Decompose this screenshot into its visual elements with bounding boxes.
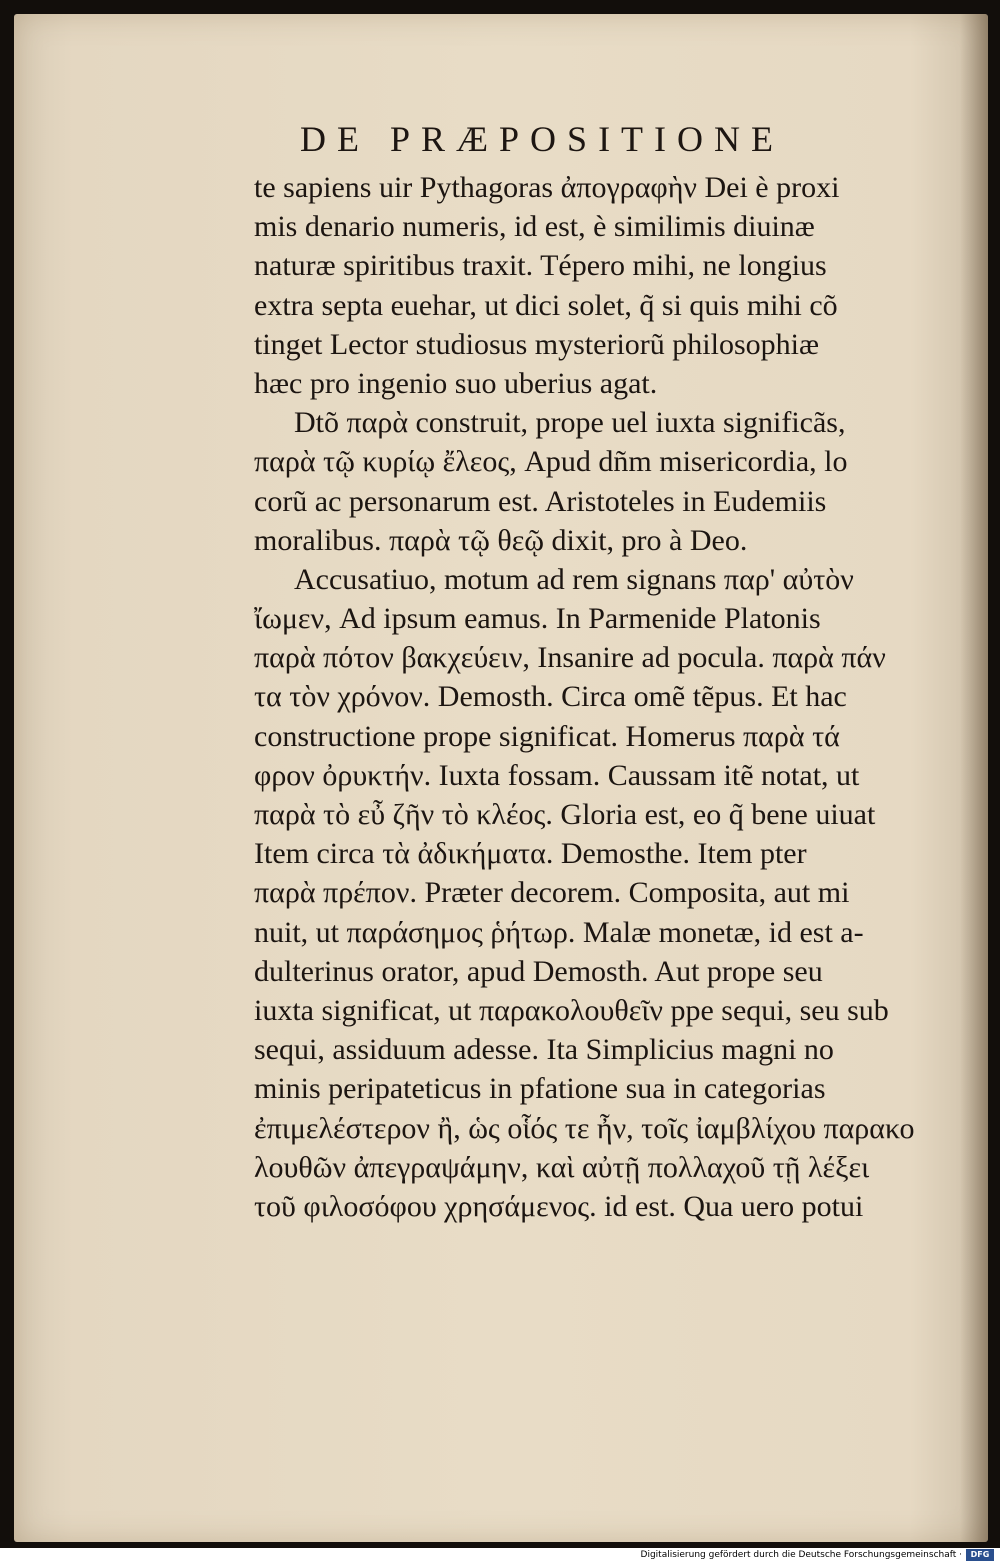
- text-line: corũ ac personarum est. Aristoteles in Eudemiis: [254, 484, 827, 518]
- text-line: φρον ὀρυκτήν. Iuxta fossam. Caussam itẽ notat, ut: [254, 758, 860, 792]
- text-line: Accusatiuo, motum ad rem signans παρ' αὐτὸν: [294, 562, 854, 596]
- dfg-logo: DFG: [966, 1549, 994, 1561]
- text-line: tinget Lector studiosus mysteriorũ philosophiæ: [254, 327, 819, 361]
- text-line: τα τὸν χρόνον. Demosth. Circa omẽ tẽpus. Et hac: [254, 680, 847, 714]
- text-line: te sapiens uir Pythagoras ἀπογραφὴν Dei è proxi: [254, 171, 840, 204]
- body-text: [254, 168, 914, 1226]
- text-line: hæc pro ingenio suo uberius agat.: [254, 366, 658, 400]
- funding-credit: Digitalisierung gefördert durch die Deutsche Forschungsgemeinschaft ·: [640, 1550, 962, 1560]
- text-line: λουθῶν ἀπεγραψάμην, καὶ αὐτῇ πολλαχοῦ τῇ λέξει: [254, 1150, 870, 1184]
- text-line: extra septa euehar, ut dici solet, q̃ si quis mihi cõ: [254, 288, 838, 322]
- text-line: τοῦ φιλοσόφου χρησάμενος. id est. Qua uero potui: [254, 1189, 864, 1223]
- text-line: ἐπιμελέστερον ἢ, ὡς οἷός τε ἦν, τοῖς ἰαμβλίχου παρακο: [254, 1111, 914, 1145]
- text-line: constructione prope significat. Homerus παρὰ τά: [254, 719, 840, 753]
- text-line: naturæ spiritibus traxit. Tépero mihi, ne longius: [254, 249, 827, 283]
- text-line: παρὰ τὸ εὖ ζῆν τὸ κλέος. Gloria est, eo q̃ bene uiuat: [254, 798, 876, 831]
- text-line: ἴωμεν, Ad ipsum eamus. In Parmenide Platonis: [254, 602, 821, 636]
- text-line: minis peripateticus in pfatione sua in categorias: [254, 1072, 826, 1106]
- running-head: DE PRÆPOSITIONE: [300, 119, 785, 159]
- text-line: sequi, assiduum adesse. Ita Simplicius magni no: [254, 1033, 834, 1067]
- text-line: Item circa τὰ ἀδικήματα. Demosthe. Item pter: [254, 837, 807, 871]
- text-line: παρὰ πρέπον. Præter decorem. Composita, aut mi: [254, 876, 850, 910]
- text-line: dulterinus orator, apud Demosth. Aut prope seu: [254, 954, 823, 988]
- text-line: Dtõ παρὰ construit, prope uel iuxta significãs,: [294, 406, 846, 440]
- text-line: mis denario numeris, id est, è similimis diuinæ: [254, 210, 815, 244]
- text-line: nuit, ut παράσημος ῥήτωρ. Malæ monetæ, id est a-: [254, 915, 864, 949]
- text-line: παρὰ τῷ κυρίῳ ἔλεος, Apud dñm misericordia, lo: [254, 445, 848, 479]
- text-line: moralibus. παρὰ τῷ θεῷ dixit, pro à Deo.: [254, 523, 748, 557]
- text-line: iuxta significat, ut παρακολουθεῖν ppe sequi, seu sub: [254, 993, 889, 1027]
- text-line: παρὰ πότον βακχεύειν, Insanire ad pocula. παρὰ πάν: [254, 641, 886, 675]
